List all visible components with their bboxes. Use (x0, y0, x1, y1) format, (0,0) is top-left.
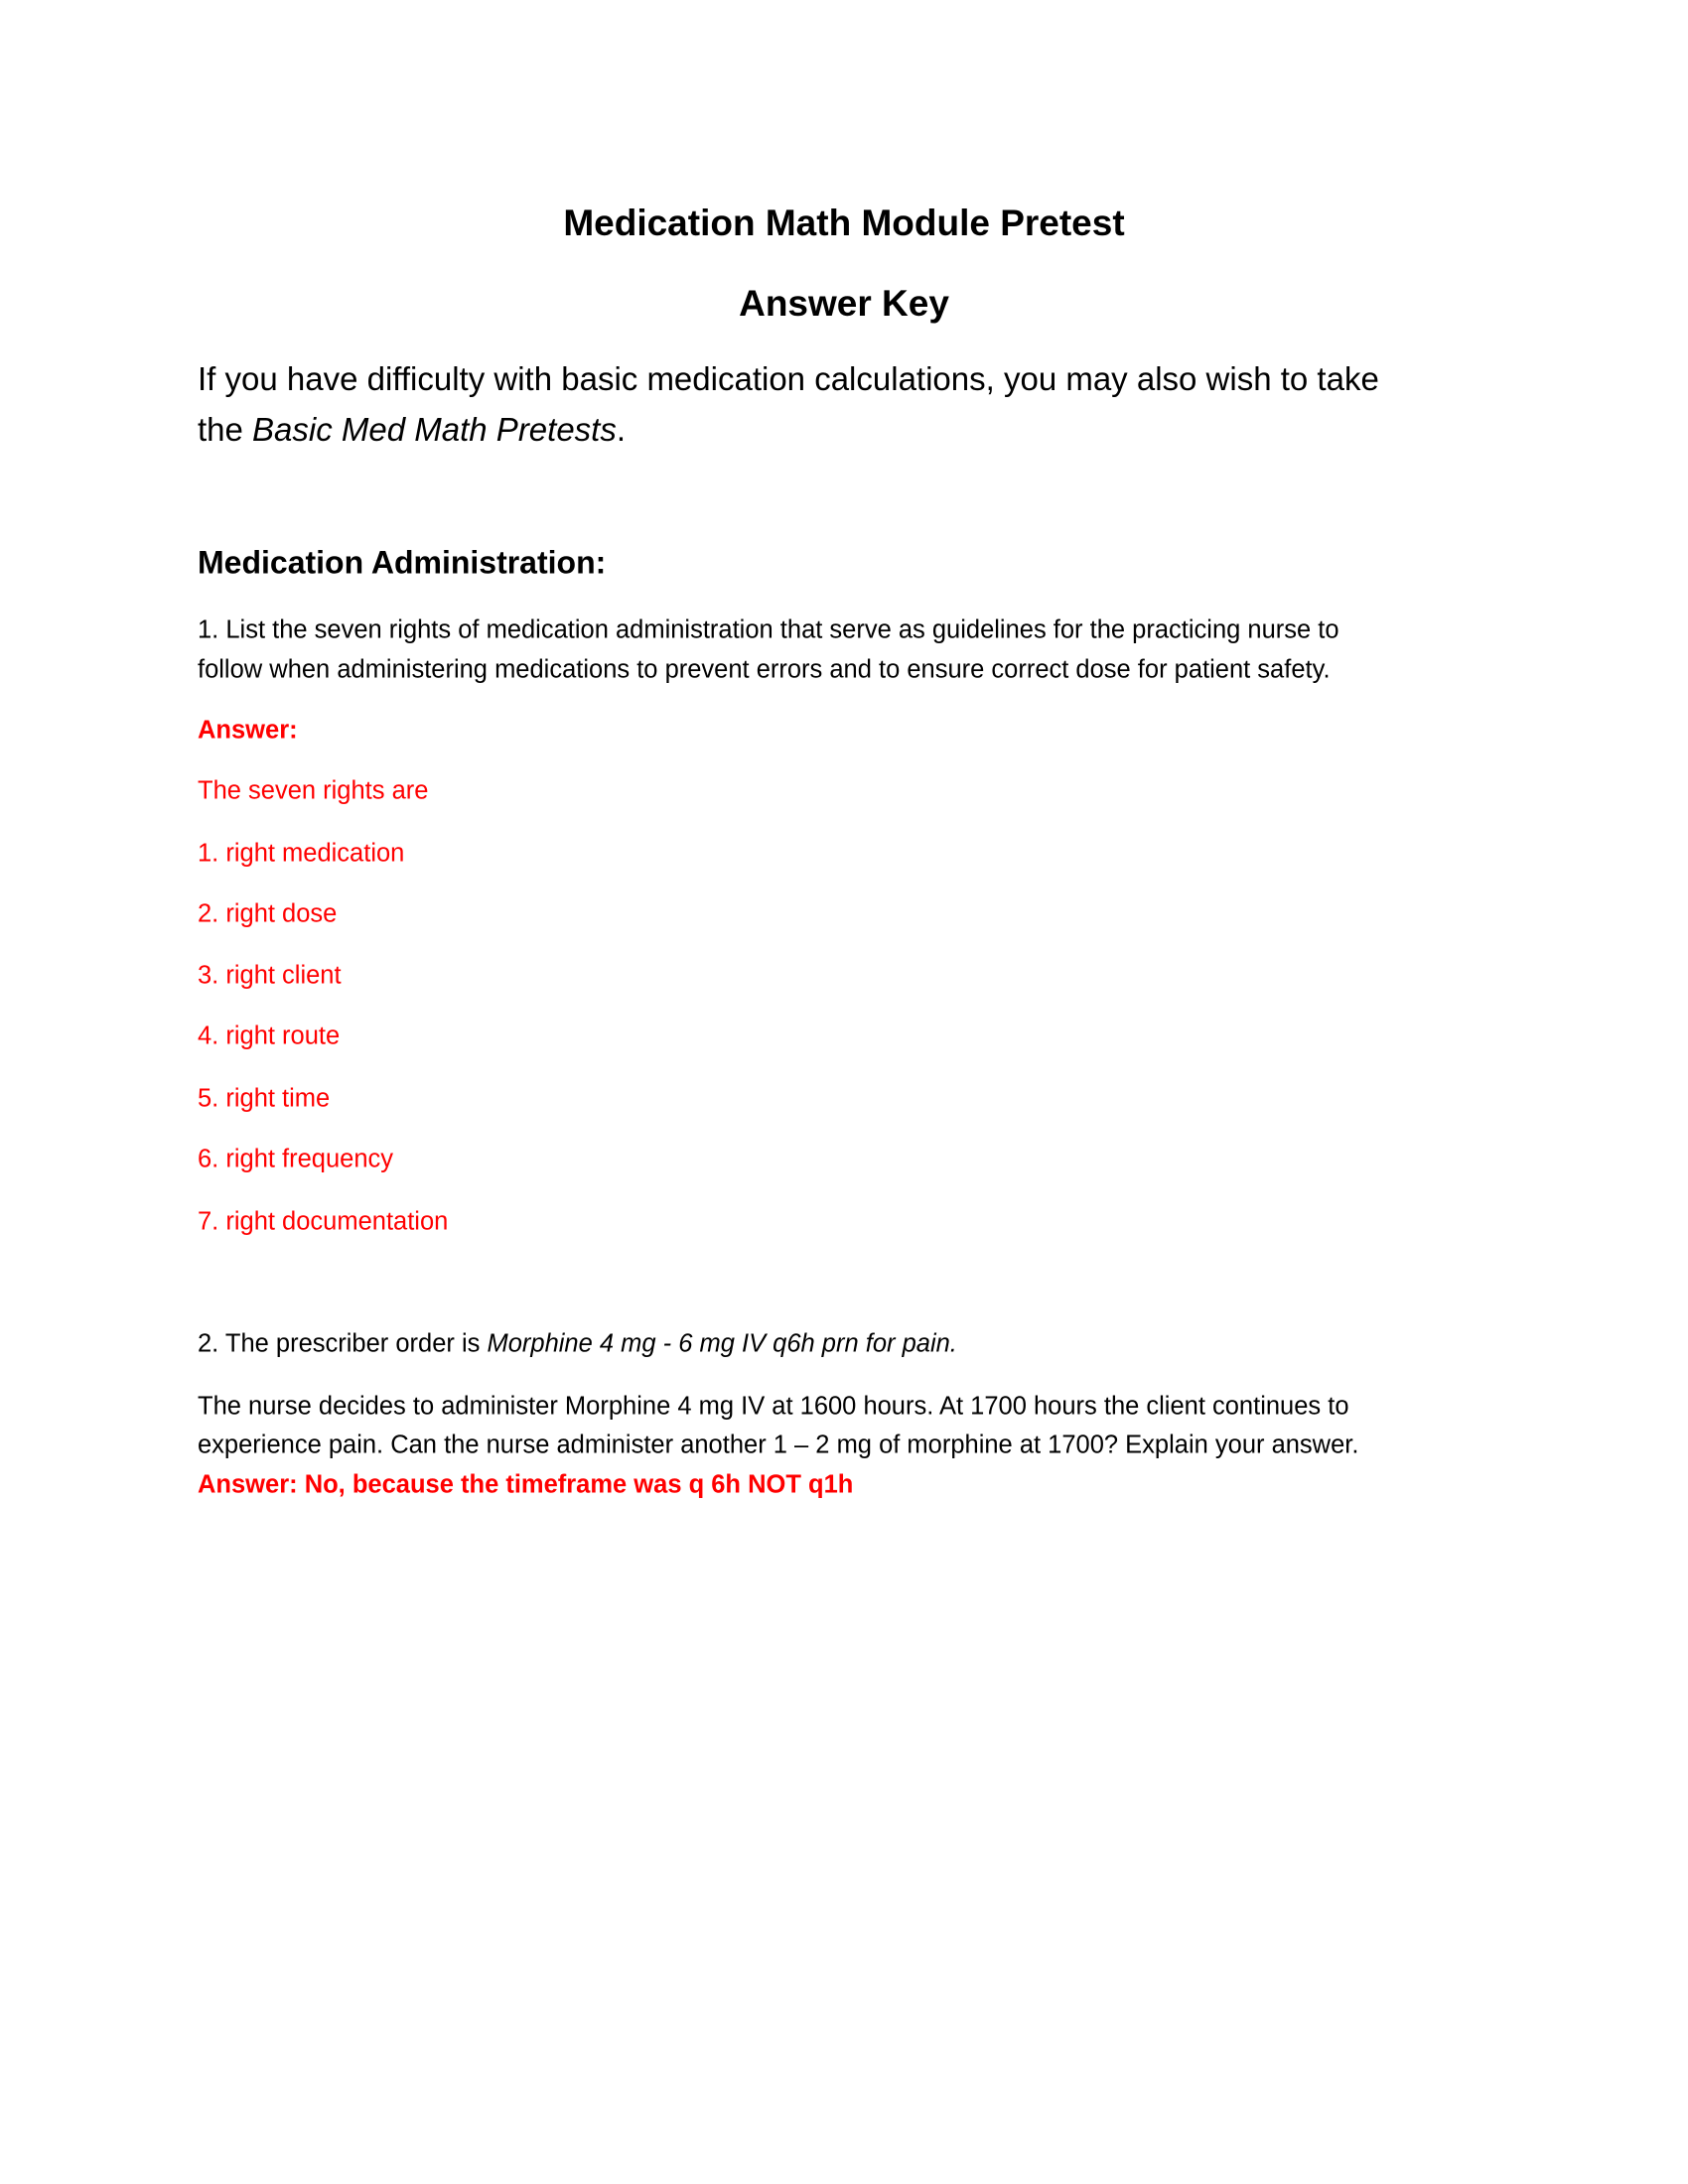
document-subtitle: Answer Key (739, 283, 949, 324)
q2-answer: Answer: No, because the timeframe was q 6h NOT q1h (198, 1470, 854, 1499)
q2-line-2: experience pain. Can the nurse administer another 1 – 2 mg of morphine at 1700? Explain your answer. (198, 1431, 1359, 1459)
right-item: 1. right medication (198, 839, 405, 868)
intro-prefix: the (198, 411, 253, 448)
q1-answer-label: Answer: (198, 716, 298, 745)
section-heading: Medication Administration: (198, 544, 607, 581)
q2-prefix: 2. The prescriber order is (198, 1329, 488, 1358)
intro-line-1: If you have difficulty with basic medication calculations, you may also wish to take (198, 360, 1379, 397)
right-item: 3. right client (198, 961, 342, 990)
right-item: 2. right dose (198, 899, 338, 928)
q1-answer-intro: The seven rights are (198, 776, 429, 805)
q2-order-italic: Morphine 4 mg - 6 mg IV q6h prn for pain. (487, 1329, 957, 1358)
right-item: 6. right frequency (198, 1145, 394, 1173)
q1-line-1: 1. List the seven rights of medication administration that serve as guidelines for the practicing nurse to (198, 615, 1339, 644)
q2-order (198, 1330, 957, 1359)
document-title: Medication Math Module Pretest (563, 203, 1125, 243)
q2-line-1: The nurse decides to administer Morphine 4 mg IV at 1600 hours. At 1700 hours the client continues to (198, 1392, 1349, 1421)
intro-line-2 (198, 411, 626, 449)
q1-line-2: follow when administering medications to prevent errors and to ensure correct dose for patient safety. (198, 655, 1331, 684)
right-item: 7. right documentation (198, 1207, 449, 1236)
basic-med-math-pretests-title: Basic Med Math Pretests (252, 411, 617, 448)
right-item: 5. right time (198, 1084, 331, 1113)
intro-suffix: . (616, 411, 627, 448)
right-item: 4. right route (198, 1022, 341, 1050)
